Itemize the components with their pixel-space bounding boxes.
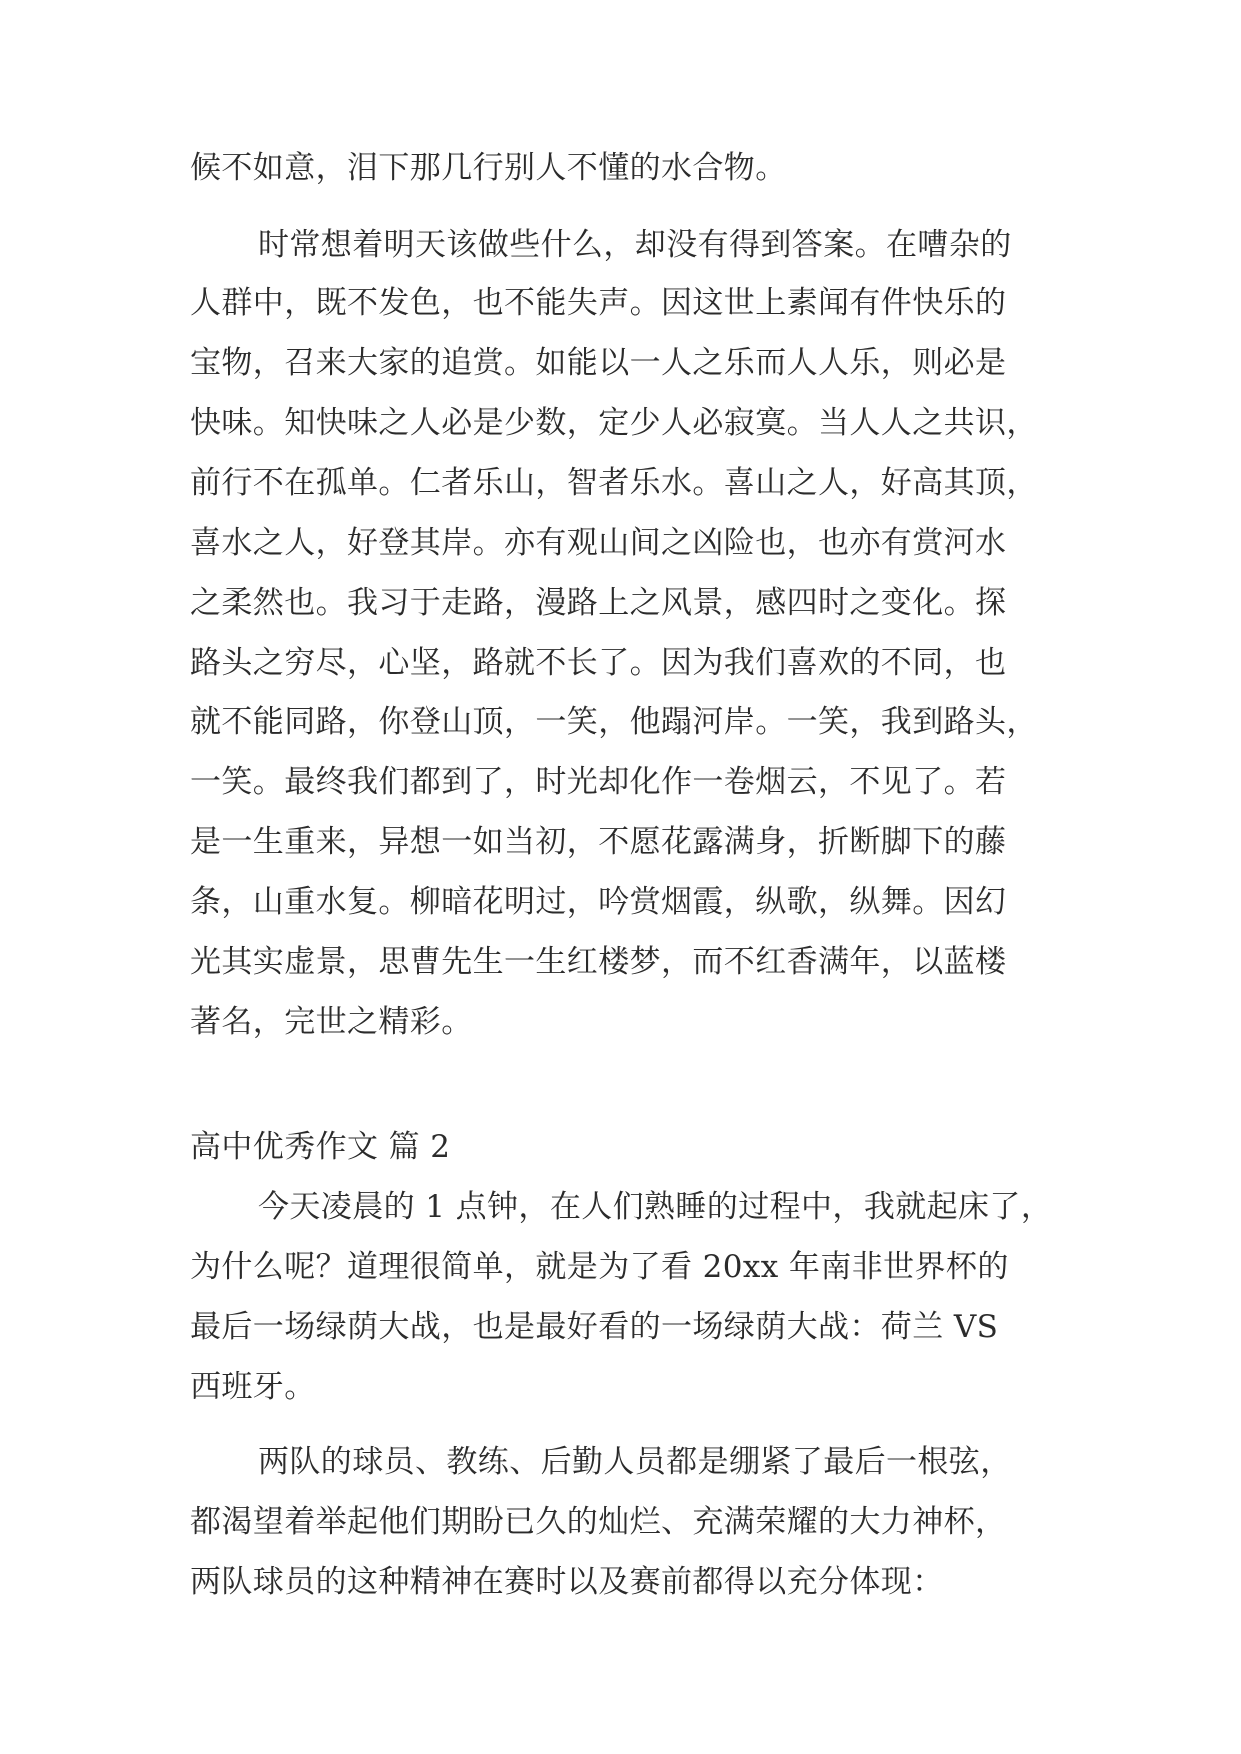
text-line: 就不能同路，你登山顶，一笑，他蹋河岸。一笑，我到路头， — [190, 704, 1038, 740]
text-line: 著名，完世之精彩。 — [190, 1004, 473, 1040]
text-line: 人群中，既不发色，也不能失声。因这世上素闻有件快乐的 — [190, 285, 1007, 321]
text-line: 最后一场绿荫大战，也是最好看的一场绿荫大战：荷兰 VS — [190, 1309, 999, 1345]
text-line: 宝物，召来大家的追赏。如能以一人之乐而人人乐，则必是 — [190, 345, 1007, 381]
text-line: 两队球员的这种精神在赛时以及赛前都得以充分体现： — [190, 1564, 944, 1600]
text-line: 是一生重来，异想一如当初，不愿花露满身，折断脚下的藤 — [190, 824, 1007, 860]
text-line: 喜水之人，好登其岸。亦有观山间之凶险也，也亦有赏河水 — [190, 525, 1007, 561]
text-line: 都渴望着举起他们期盼已久的灿烂、充满荣耀的大力神杯， — [190, 1504, 1007, 1540]
text-line: 一笑。最终我们都到了，时光却化作一卷烟云，不见了。若 — [190, 764, 1007, 800]
text-line: 之柔然也。我习于走路，漫路上之风景，感四时之变化。探 — [190, 585, 1007, 621]
text-line: 前行不在孤单。仁者乐山，智者乐水。喜山之人，好高其顶， — [190, 465, 1038, 501]
section-heading: 高中优秀作文 篇 2 — [190, 1129, 451, 1165]
text-line: 为什么呢？道理很简单，就是为了看 20xx 年南非世界杯的 — [190, 1249, 1009, 1285]
text-line: 快味。知快味之人必是少数，定少人必寂寞。当人人之共识， — [190, 405, 1038, 441]
paragraph-first-line: 两队的球员、教练、后勤人员都是绷紧了最后一根弦， — [258, 1444, 1012, 1480]
text-line: 光其实虚景，思曹先生一生红楼梦，而不红香满年，以蓝楼 — [190, 944, 1007, 980]
text-line: 西班牙。 — [190, 1369, 316, 1405]
paragraph-first-line: 时常想着明天该做些什么，却没有得到答案。在嘈杂的 — [258, 227, 1012, 263]
text-line: 路头之穷尽，心坚，路就不长了。因为我们喜欢的不同，也 — [190, 645, 1007, 681]
paragraph-first-line: 今天凌晨的 1 点钟，在人们熟睡的过程中，我就起床了， — [258, 1189, 1053, 1225]
text-line: 条，山重水复。柳暗花明过，吟赏烟霞，纵歌，纵舞。因幻 — [190, 884, 1007, 920]
text-line: 候不如意，泪下那几行别人不懂的水合物。 — [190, 150, 787, 186]
